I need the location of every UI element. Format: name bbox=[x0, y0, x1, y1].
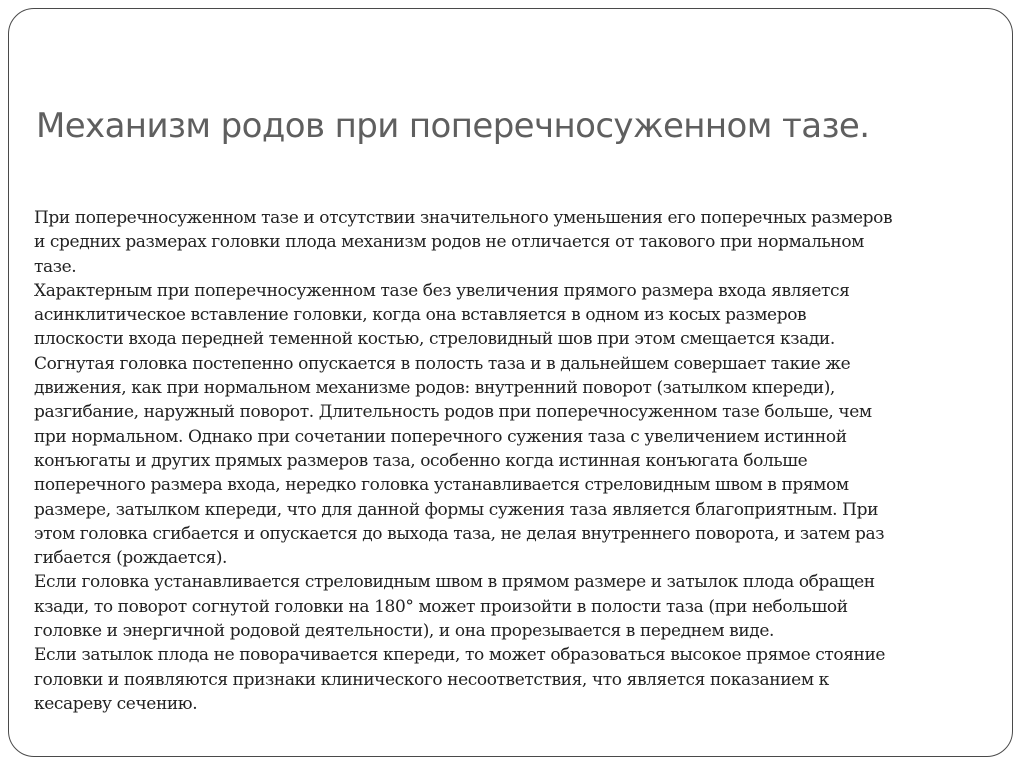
body-line: кесареву сечению. bbox=[34, 693, 198, 714]
body-line: кзади, то поворот согнутой головки на 180° может произойти в полости таза (при небольшой bbox=[34, 596, 848, 617]
body-line: движения, как при нормальном механизме родов: внутренний поворот (затылком кпереди), bbox=[34, 378, 835, 399]
body-line: При поперечносуженном тазе и отсутствии значительного уменьшения его поперечных размеров bbox=[34, 208, 893, 228]
body-line: Если затылок плода не поворачивается кпереди, то может образоваться высокое прямое стояние bbox=[34, 645, 886, 666]
body-line: конъюгаты и других прямых размеров таза, особенно когда истинная конъюгата больше bbox=[34, 450, 808, 471]
body-line: тазе. bbox=[34, 256, 77, 277]
body-line: Характерным при поперечносуженном тазе без увеличения прямого размера входа является bbox=[34, 280, 850, 301]
body-line: Если головка устанавливается стреловидным швом в прямом размере и затылок плода обращен bbox=[34, 572, 875, 593]
body-line: головки и появляются признаки клинического несоответствия, что является показанием к bbox=[34, 669, 829, 690]
slide-title: Механизм родов при поперечносуженном тазе. bbox=[36, 106, 870, 146]
body-line: гибается (рождается). bbox=[34, 548, 228, 569]
body-line: при нормальном. Однако при сочетании поперечного сужения таза с увеличением истинной bbox=[34, 426, 847, 447]
body-line: плоскости входа передней теменной костью, стреловидный шов при этом смещается кзади. bbox=[34, 329, 835, 350]
body-line: асинклитическое вставление головки, когда она вставляется в одном из косых размеров bbox=[34, 305, 807, 326]
body-line: размере, затылком кпереди, что для данной формы сужения таза является благоприятным. При bbox=[34, 499, 879, 520]
body-line: поперечного размера входа, нередко головка устанавливается стреловидным швом в прямом bbox=[34, 475, 849, 496]
body-line: Согнутая головка постепенно опускается в полость таза и в дальнейшем совершает такие же bbox=[34, 353, 851, 374]
body-line: головке и энергичной родовой деятельности), и она прорезывается в переднем виде. bbox=[34, 621, 775, 642]
body-line: этом головка сгибается и опускается до выхода таза, не делая внутреннего поворота, и затем раз bbox=[34, 523, 885, 544]
body-line: и средних размерах головки плода механизм родов не отличается от такового при нормальном bbox=[34, 232, 864, 253]
body-line: разгибание, наружный поворот. Длительность родов при поперечносуженном тазе больше, чем bbox=[34, 402, 872, 423]
slide-body bbox=[34, 206, 994, 716]
